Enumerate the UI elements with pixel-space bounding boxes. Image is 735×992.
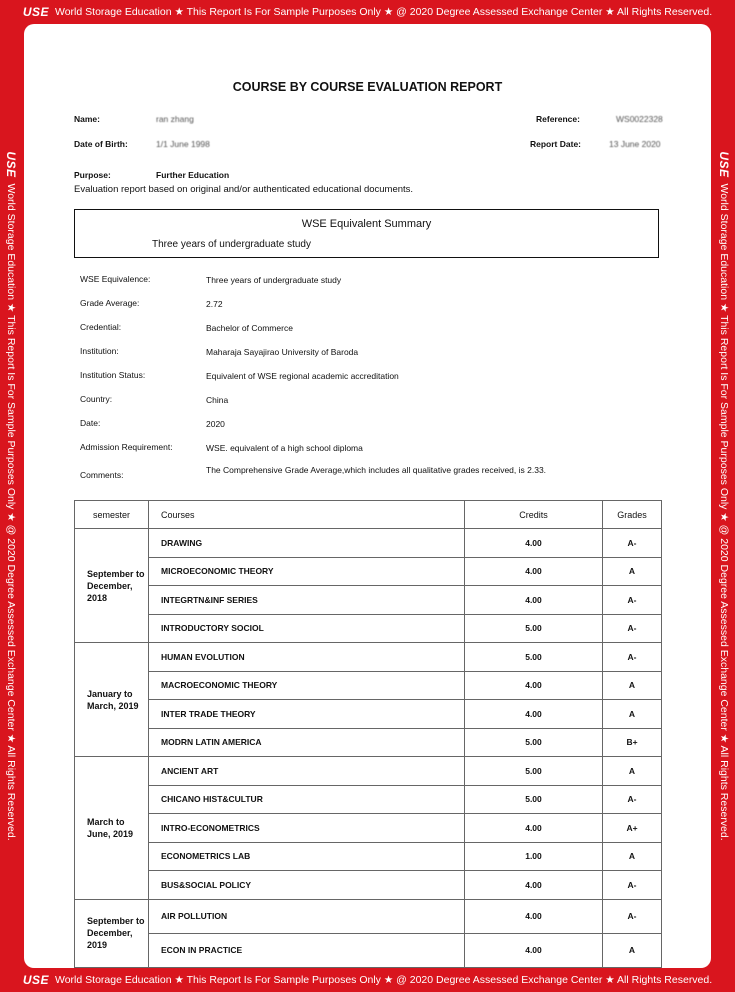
detail-value: China [206, 395, 229, 405]
course-cell: AIR POLLUTION [149, 899, 465, 933]
dob-label: Date of Birth: [74, 139, 128, 149]
grade-cell: A [603, 757, 662, 786]
course-cell: MACROECONOMIC THEORY [149, 671, 465, 700]
grade-cell: B+ [603, 728, 662, 757]
watermark-text: World Storage Education ★ This Report Is For Sample Purposes Only ★ @ 2020 Degree Assessed Exchange Center ★ All Rights Reserved. [55, 6, 713, 18]
semester-cell: March to June, 2019 [75, 757, 149, 900]
semester-cell: January to March, 2019 [75, 643, 149, 757]
detail-value: 2020 [206, 419, 225, 429]
grade-cell: A- [603, 529, 662, 558]
courses-header: Courses [149, 501, 465, 529]
detail-value: Maharaja Sayajirao University of Baroda [206, 347, 359, 357]
grades-header: Grades [603, 501, 662, 529]
watermark-band-right [713, 46, 735, 946]
grade-cell: A [603, 933, 662, 967]
table-row [75, 814, 662, 843]
credits-cell: 4.00 [465, 586, 603, 615]
dob-value: 1/1 June 1998 [156, 139, 210, 149]
grade-cell: A- [603, 785, 662, 814]
purpose-label: Purpose: [74, 170, 111, 180]
course-cell: INTRODUCTORY SOCIOL [149, 614, 465, 643]
credits-cell: 4.00 [465, 557, 603, 586]
credits-cell: 5.00 [465, 614, 603, 643]
detail-key: Date: [80, 418, 101, 428]
grade-cell: A+ [603, 814, 662, 843]
report-title: COURSE BY COURSE EVALUATION REPORT [232, 80, 503, 94]
credits-header: Credits [465, 501, 603, 529]
detail-value: 2.72 [206, 299, 223, 309]
credits-cell: 4.00 [465, 529, 603, 558]
table-row [75, 643, 662, 672]
credits-cell: 4.00 [465, 899, 603, 933]
reference-label: Reference: [536, 114, 580, 124]
watermark-band-top [0, 0, 735, 24]
table-row [75, 933, 662, 967]
wse-logo: USE [4, 151, 18, 178]
credits-cell: 4.00 [465, 871, 603, 900]
evaluation-note: Evaluation report based on original and/or authenticated educational documents. [74, 184, 414, 195]
course-grades-table [74, 500, 662, 968]
detail-key: Country: [80, 394, 113, 404]
course-cell: DRAWING [149, 529, 465, 558]
table-row [75, 842, 662, 871]
credits-cell: 4.00 [465, 671, 603, 700]
course-cell: ANCIENT ART [149, 757, 465, 786]
course-cell: INTEGRTN&INF SERIES [149, 586, 465, 615]
credits-cell: 5.00 [465, 757, 603, 786]
grade-cell: A- [603, 871, 662, 900]
detail-key: WSE Equivalence: [80, 274, 151, 284]
grade-cell: A- [603, 643, 662, 672]
table-row [75, 757, 662, 786]
grade-cell: A [603, 557, 662, 586]
purpose-value: Further Education [156, 170, 230, 180]
table-row [75, 728, 662, 757]
watermark-text: World Storage Education ★ This Report Is For Sample Purposes Only ★ @ 2020 Degree Assessed Exchange Center ★ All Rights Reserved. [55, 974, 713, 986]
summary-value: Three years of undergraduate study [152, 239, 311, 250]
semester-header: semester [75, 501, 149, 529]
table-row [75, 671, 662, 700]
course-cell: ECONOMETRICS LAB [149, 842, 465, 871]
detail-key: Institution: [80, 346, 119, 356]
grade-cell: A [603, 671, 662, 700]
table-row [75, 785, 662, 814]
table-row [75, 557, 662, 586]
grade-cell: A [603, 842, 662, 871]
name-label-field [74, 114, 100, 124]
table-row [75, 614, 662, 643]
watermark-text: World Storage Education ★ This Report Is For Sample Purposes Only ★ @ 2020 Degree Assessed Exchange Center ★ All Rights Reserved. [5, 183, 17, 841]
name-value: ran zhang [156, 114, 194, 124]
detail-value: Three years of undergraduate study [206, 275, 342, 285]
name-label: Name: [74, 114, 100, 124]
watermark-band-bottom [0, 968, 735, 992]
detail-key: Credential: [80, 322, 122, 332]
course-cell: INTER TRADE THEORY [149, 700, 465, 729]
grade-cell: A [603, 700, 662, 729]
table-row [75, 700, 662, 729]
credits-cell: 4.00 [465, 814, 603, 843]
course-cell: MICROECONOMIC THEORY [149, 557, 465, 586]
detail-key: Comments: [80, 470, 124, 480]
credits-cell: 5.00 [465, 643, 603, 672]
course-cell: BUS&SOCIAL POLICY [149, 871, 465, 900]
purpose-line [74, 170, 230, 180]
table-row [75, 586, 662, 615]
reference-value: WS0022328 [616, 114, 663, 124]
wse-logo: USE [22, 973, 49, 987]
course-cell: ECON IN PRACTICE [149, 933, 465, 967]
semester-cell: September to December, 2019 [75, 899, 149, 967]
detail-value: Bachelor of Commerce [206, 323, 293, 333]
grade-cell: A- [603, 614, 662, 643]
course-cell: MODRN LATIN AMERICA [149, 728, 465, 757]
detail-value: WSE. equivalent of a high school diploma [206, 443, 363, 453]
credits-cell: 4.00 [465, 933, 603, 967]
summary-title: WSE Equivalent Summary [301, 218, 432, 230]
detail-key: Admission Requirement: [80, 442, 173, 452]
watermark-text: World Storage Education ★ This Report Is For Sample Purposes Only ★ @ 2020 Degree Assessed Exchange Center ★ All Rights Reserved. [718, 183, 730, 841]
credits-cell: 5.00 [465, 785, 603, 814]
detail-key: Institution Status: [80, 370, 146, 380]
detail-value: The Comprehensive Grade Average,which includes all qualitative grades received, is 2.33. [206, 465, 547, 475]
detail-value: Equivalent of WSE regional academic accreditation [206, 371, 399, 381]
grade-cell: A- [603, 586, 662, 615]
credits-cell: 1.00 [465, 842, 603, 871]
table-row [75, 529, 662, 558]
course-cell: CHICANO HIST&CULTUR [149, 785, 465, 814]
detail-key: Grade Average: [80, 298, 140, 308]
report-date-value: 13 June 2020 [609, 139, 661, 149]
equivalent-summary-box [74, 209, 659, 258]
credits-cell: 5.00 [465, 728, 603, 757]
course-cell: HUMAN EVOLUTION [149, 643, 465, 672]
wse-logo: USE [22, 5, 49, 19]
table-header-row [75, 501, 662, 529]
table-row [75, 871, 662, 900]
credits-cell: 4.00 [465, 700, 603, 729]
semester-cell: September to December, 2018 [75, 529, 149, 643]
wse-logo: USE [717, 151, 731, 178]
watermark-band-left [0, 46, 22, 946]
report-date-label: Report Date: [530, 139, 582, 149]
course-cell: INTRO-ECONOMETRICS [149, 814, 465, 843]
table-row [75, 899, 662, 933]
grade-cell: A- [603, 899, 662, 933]
report-paper [24, 24, 711, 968]
